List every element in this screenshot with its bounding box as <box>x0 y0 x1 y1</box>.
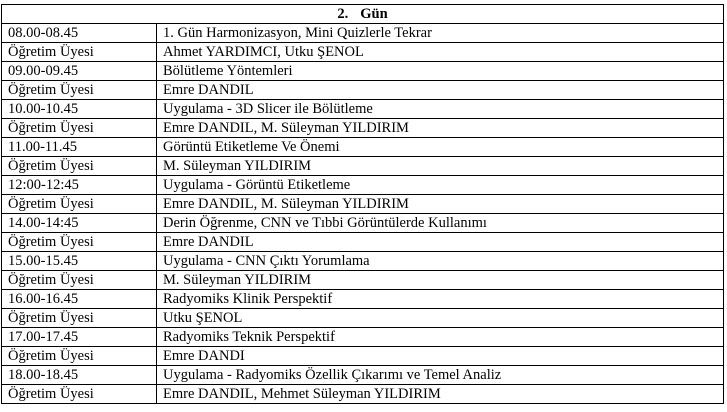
session-row <box>2 214 724 233</box>
time-cell: 18.00-18.45 <box>2 366 157 385</box>
topic-cell: Radyomiks Teknik Perspektif <box>157 328 724 347</box>
time-cell: 17.00-17.45 <box>2 328 157 347</box>
time-cell: 08.00-08.45 <box>2 24 157 43</box>
instructor-names-cell: Ahmet YARDIMCI, Utku ŞENOL <box>157 43 724 62</box>
instructor-names-cell: Emre DANDIL, Mehmet Süleyman YILDIRIM <box>157 385 724 404</box>
topic-cell: Uygulama - Radyomiks Özellik Çıkarımı ve Temel Analiz <box>157 366 724 385</box>
instructor-names-cell: Emre DANDIL <box>157 81 724 100</box>
topic-cell: Görüntü Etiketleme Ve Önemi <box>157 138 724 157</box>
topic-cell: Derin Öğrenme, CNN ve Tıbbi Görüntülerde Kullanımı <box>157 214 724 233</box>
topic-cell: Uygulama - 3D Slicer ile Bölütleme <box>157 100 724 119</box>
time-cell: 15.00-15.45 <box>2 252 157 271</box>
topic-cell: 1. Gün Harmonizasyon, Mini Quizlerle Tekrar <box>157 24 724 43</box>
instructor-names-cell: Emre DANDI <box>157 347 724 366</box>
day-label: Gün <box>360 5 388 22</box>
day-number: 2. <box>337 5 349 22</box>
instructor-row <box>2 347 724 366</box>
time-cell: 10.00-10.45 <box>2 100 157 119</box>
instructor-names-cell: Emre DANDIL, M. Süleyman YILDIRIM <box>157 195 724 214</box>
topic-cell: Uygulama - Görüntü Etiketleme <box>157 176 724 195</box>
instructor-names-cell: M. Süleyman YILDIRIM <box>157 271 724 290</box>
instructor-names-cell: Emre DANDIL <box>157 233 724 252</box>
instructor-row <box>2 157 724 176</box>
session-row <box>2 176 724 195</box>
day-header-row <box>2 5 724 24</box>
instructor-row <box>2 309 724 328</box>
instructor-label-cell: Öğretim Üyesi <box>2 119 157 138</box>
instructor-row <box>2 385 724 404</box>
instructor-row <box>2 81 724 100</box>
instructor-label-cell: Öğretim Üyesi <box>2 43 157 62</box>
session-row <box>2 252 724 271</box>
time-cell: 11.00-11.45 <box>2 138 157 157</box>
day-header <box>2 5 724 24</box>
instructor-label-cell: Öğretim Üyesi <box>2 233 157 252</box>
instructor-row <box>2 195 724 214</box>
instructor-label-cell: Öğretim Üyesi <box>2 195 157 214</box>
instructor-label-cell: Öğretim Üyesi <box>2 385 157 404</box>
instructor-label-cell: Öğretim Üyesi <box>2 157 157 176</box>
session-row <box>2 138 724 157</box>
topic-cell: Uygulama - CNN Çıktı Yorumlama <box>157 252 724 271</box>
session-row <box>2 366 724 385</box>
instructor-row <box>2 119 724 138</box>
time-cell: 09.00-09.45 <box>2 62 157 81</box>
schedule-body <box>2 24 724 404</box>
session-row <box>2 328 724 347</box>
session-row <box>2 24 724 43</box>
session-row <box>2 290 724 309</box>
instructor-row <box>2 43 724 62</box>
session-row <box>2 62 724 81</box>
instructor-row <box>2 271 724 290</box>
instructor-label-cell: Öğretim Üyesi <box>2 271 157 290</box>
schedule-table <box>1 4 724 404</box>
instructor-row <box>2 233 724 252</box>
instructor-label-cell: Öğretim Üyesi <box>2 347 157 366</box>
instructor-names-cell: Emre DANDIL, M. Süleyman YILDIRIM <box>157 119 724 138</box>
instructor-names-cell: Utku ŞENOL <box>157 309 724 328</box>
time-cell: 16.00-16.45 <box>2 290 157 309</box>
topic-cell: Bölütleme Yöntemleri <box>157 62 724 81</box>
instructor-label-cell: Öğretim Üyesi <box>2 81 157 100</box>
topic-cell: Radyomiks Klinik Perspektif <box>157 290 724 309</box>
time-cell: 12:00-12:45 <box>2 176 157 195</box>
instructor-names-cell: M. Süleyman YILDIRIM <box>157 157 724 176</box>
time-cell: 14.00-14:45 <box>2 214 157 233</box>
instructor-label-cell: Öğretim Üyesi <box>2 309 157 328</box>
session-row <box>2 100 724 119</box>
